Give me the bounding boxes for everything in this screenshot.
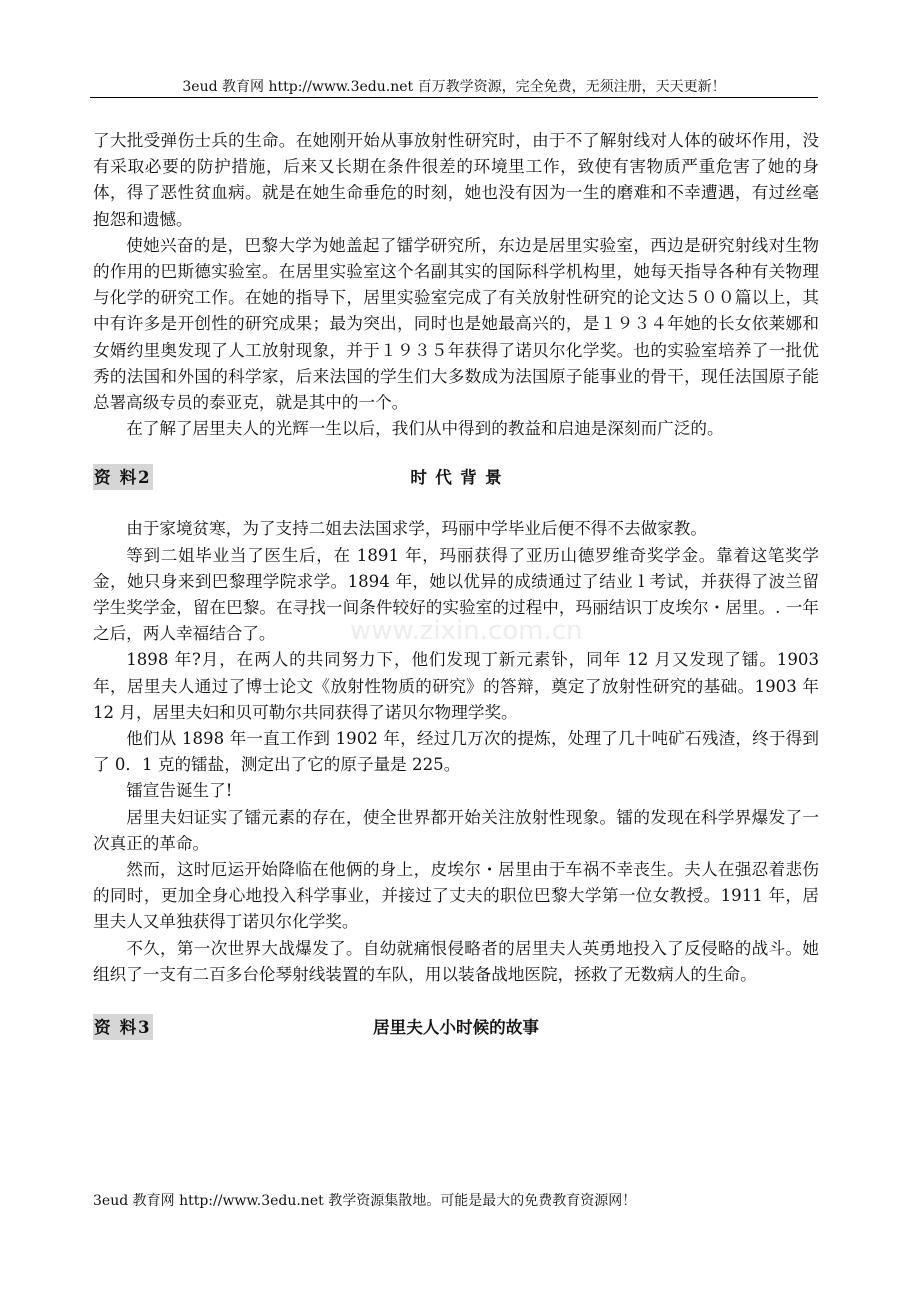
body-paragraph: 了大批受弹伤士兵的生命。在她刚开始从事放射性研究时，由于不了解射线对人体的破坏作用，没有采取必要的防护措施，后来又长期在条件很差的环境里工作，致使有害物质严重危害了她的身体，得了恶性贫血病。就是在她生命垂危的时刻，她也没有因为一生的磨难和不幸遭遇，有过丝毫抱怨和遗憾。: [93, 131, 819, 229]
section-label: 资 料2: [93, 464, 153, 490]
section-heading-2: [93, 464, 819, 492]
section-label: 资 料3: [93, 1014, 153, 1040]
body-paragraph: 不久，第一次世界大战爆发了。自幼就痛恨侵略者的居里夫人英勇地投入了反侵略的战斗。她组织了一支有二百多台伦琴射线装置的车队，用以装备战地医院，拯救了无数病人的生命。: [93, 938, 819, 984]
page-header: 3eud 教育网 http://www.3edu.net 百万教学资源，完全免费，无须注册，天天更新！: [182, 79, 726, 95]
body-paragraph: 等到二姐毕业当了医生后，在 1891 年，玛丽获得了亚历山德罗维奇奖学金。靠着这笔奖学金，她只身来到巴黎理学院求学。1894 年，她以优异的成绩通过了结业 l 考试，并获得了波兰留学生奖学金，留在巴黎。在寻找一间条件较好的实验室的过程中，玛丽结识丁皮埃尔・居里。. 一年之后，两人幸福结合了。: [93, 545, 819, 644]
body-paragraph: 在了解了居里夫人的光辉一生以后，我们从中得到的教益和启迪是深刻而广泛的。: [126, 419, 724, 439]
body-paragraph: 然而，这时厄运开始降临在他俩的身上，皮埃尔・居里由于车祸不幸丧生。夫人在强忍着悲伤的同时，更加全身心地投入科学事业，并接过了丈夫的职位巴黎大学第一位女教授。1911 年，居里夫人又单独获得丁诺贝尔化学奖。: [93, 860, 819, 932]
watermark: www.zixin.com.cn: [350, 616, 583, 646]
body-paragraph: 居里夫妇证实了镭元素的存在，使全世界都开始关注放射性现象。镭的发现在科学界爆发了一次真正的革命。: [93, 807, 819, 853]
body-paragraph: 1898 年?月，在两人的共同努力下，他们发现丁新元素钋，同年 12 月又发现了镭。1903 年，居里夫人通过了博士论文《放射性物质的研究》的答辩，奠定了放射性研究的基础。1903 年 12 月，居里夫妇和贝可勒尔共同获得了诺贝尔物理学奖。: [93, 650, 819, 722]
header-rule: [90, 97, 818, 98]
document-body: [93, 128, 819, 1066]
body-paragraph: 由于家境贫寒，为了支持二姐去法国求学，玛丽中学毕业后便不得不去做家教。: [126, 519, 707, 539]
body-paragraph: 使她兴奋的是，巴黎大学为她盖起了镭学研究所，东边是居里实验室，西边是研究射线对生物的作用的巴斯德实验室。在居里实验室这个名副其实的国际科学机构里，她每天指导各种有关物理与化学的研究工作。在她的指导下，居里实验室完成了有关放射性研究的论文达５００篇以上，其中有许多是开创性的研究成果；最为突出，同时也是她最高兴的，是１９３４年她的长女依莱娜和女婿约里奥发现了人工放射现象，并于１９３５年获得了诺贝尔化学奖。也的实验室培养了一批优秀的法国和外国的科学家，后来法国的学生们大多数成为法国原子能事业的骨干，现任法国原子能总署高级专员的泰亚克，就是其中的一个。: [93, 235, 819, 413]
body-paragraph: 他们从 1898 年一直工作到 1902 年，经过几万次的提炼，处理了几十吨矿石残渣，终于得到了 0．1 克的镭盐，测定出了它的原子量是 225。: [93, 729, 819, 775]
body-paragraph: 镭宣告诞生了!: [126, 781, 233, 801]
page-footer: 3eud 教育网 http://www.3edu.net 教学资源集散地。可能是最大的免费教育资源网！: [93, 1193, 637, 1209]
section-heading-3: [93, 1014, 819, 1042]
section-title: 居里夫人小时候的故事: [373, 1017, 539, 1038]
section-title: 时代背景: [410, 467, 510, 488]
